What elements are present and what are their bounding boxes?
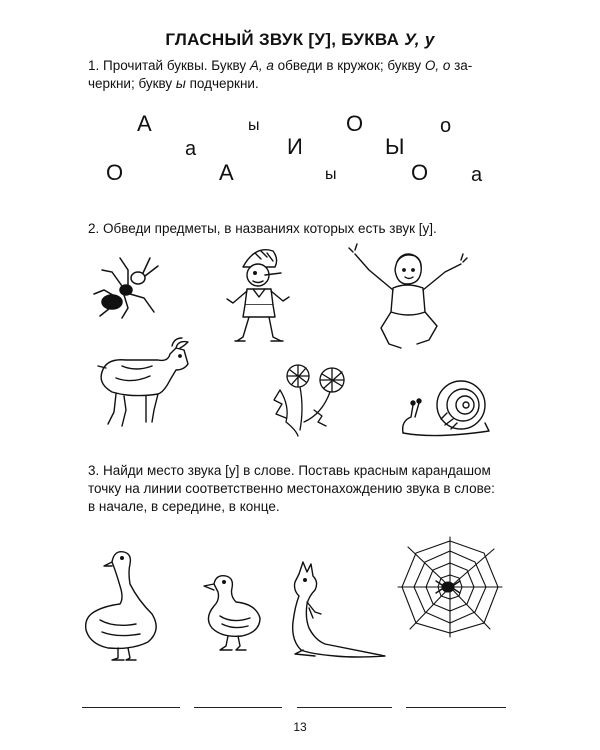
answer-line-spider-web[interactable]: [406, 707, 506, 708]
letter: а: [471, 164, 483, 186]
letter: А: [219, 160, 234, 185]
letter: И: [287, 134, 303, 159]
ant-icon[interactable]: [88, 250, 168, 320]
answer-line-kangaroo[interactable]: [297, 707, 392, 708]
letter: Ы: [385, 134, 405, 159]
answer-line-goose[interactable]: [82, 707, 180, 708]
kangaroo-icon[interactable]: [285, 560, 390, 660]
letter: о: [440, 115, 452, 137]
goat-icon[interactable]: [92, 340, 197, 435]
letter: О: [411, 160, 429, 185]
pinocchio-icon[interactable]: [215, 245, 305, 355]
boy-icon[interactable]: [345, 240, 470, 355]
dandelion-icon[interactable]: [260, 360, 360, 440]
answer-line-duck[interactable]: [194, 707, 282, 708]
letter: О: [346, 111, 364, 136]
task-2-instructions: 2. Обведи предметы, в названиях которых есть звук [у].: [88, 221, 437, 236]
goose-icon[interactable]: [82, 548, 167, 663]
letter: а: [185, 138, 197, 160]
snail-icon[interactable]: [395, 375, 495, 445]
page-number: 13: [293, 720, 307, 734]
page-title: ГЛАСНЫЙ ЗВУК [У], БУКВА У, у: [165, 30, 435, 49]
letter: А: [137, 111, 152, 136]
task-3-instructions: 3. Найди место звука [у] в слове. Поставь красным карандашом точку на линии соответственно местонахождению звука в слове: в начале, в середине, в конце.: [88, 463, 495, 514]
letter: О: [106, 160, 124, 185]
task-1-instructions: 1. Прочитай буквы. Букву А, а обведи в кружок; букву О, о за- черкни; букву ы подчеркни.: [88, 58, 473, 91]
letter: ы: [248, 117, 260, 134]
duck-icon[interactable]: [198, 572, 268, 657]
spider-web-icon[interactable]: [398, 537, 503, 637]
letter: ы: [325, 166, 337, 183]
